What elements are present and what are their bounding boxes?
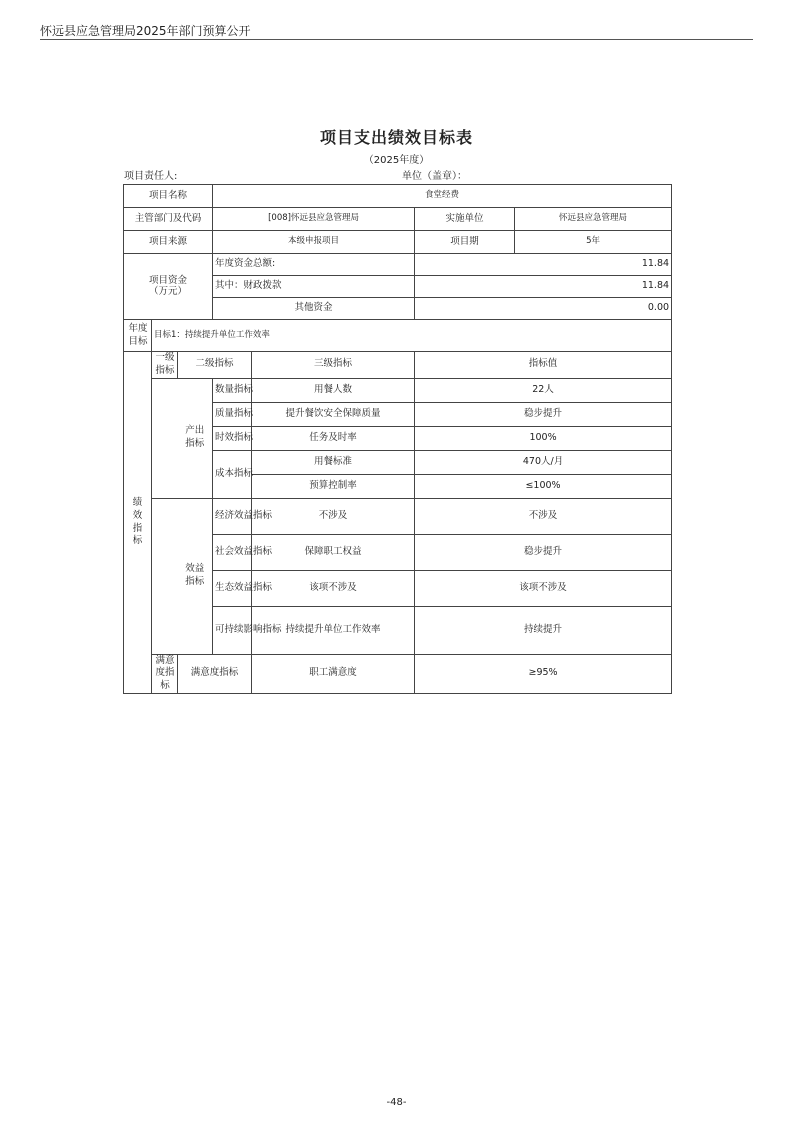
impl-label: 实施单位	[415, 208, 515, 231]
project-name-label: 项目名称	[124, 185, 213, 208]
header-title: 怀远县应急管理局2025年部门预算公开	[40, 24, 251, 38]
perf-indicators-label: 绩效指标	[124, 352, 152, 694]
goal-label: 年度目标	[124, 320, 152, 352]
period-value: 5年	[515, 231, 672, 254]
fund-label	[124, 254, 213, 320]
responsible-label: 项目责任人:	[124, 171, 178, 182]
value-cell: 稳步提升	[415, 534, 672, 570]
l2-cell: 社会效益指标	[213, 534, 252, 570]
l2-cell: 时效指标	[213, 426, 252, 450]
l2-cell: 经济效益指标	[213, 498, 252, 534]
dept-value: [008]怀远县应急管理局	[213, 208, 415, 231]
l3-cell: 持续提升单位工作效率	[252, 606, 415, 654]
performance-table	[123, 184, 672, 694]
l2-cell: 数量指标	[213, 378, 252, 402]
l2-cell: 质量指标	[213, 402, 252, 426]
fund-label-1: 项目资金	[149, 274, 188, 286]
project-name-value: 食堂经费	[213, 185, 672, 208]
row-dept	[124, 208, 672, 231]
row-source	[124, 231, 672, 254]
page-number: -48-	[386, 1097, 407, 1108]
source-label: 项目来源	[124, 231, 213, 254]
l3-cell: 保障职工权益	[252, 534, 415, 570]
effect-label: 效益指标	[178, 498, 213, 654]
doc-year: （2025年度）	[363, 155, 430, 166]
l3-cell: 该项不涉及	[252, 570, 415, 606]
l2-cell: 生态效益指标	[213, 570, 252, 606]
l3-cell: 预算控制率	[252, 474, 415, 498]
fiscal-value: 11.84	[415, 276, 672, 298]
table-row	[124, 498, 672, 534]
value-cell: 不涉及	[415, 498, 672, 534]
row-fund-total	[124, 254, 672, 276]
value-cell: 100%	[415, 426, 672, 450]
header-divider	[40, 39, 753, 40]
unit-label: 单位（盖章）：	[402, 171, 467, 182]
value-cell: ≤100%	[415, 474, 672, 498]
l2-cell: 可持续影响指标	[213, 606, 252, 654]
row-goal	[124, 320, 672, 352]
table-row	[124, 378, 672, 402]
impl-value: 怀远县应急管理局	[515, 208, 672, 231]
other-label: 其他资金	[213, 298, 415, 320]
dept-label: 主管部门及代码	[124, 208, 213, 231]
value-cell: ≥95%	[415, 654, 672, 693]
header-l2: 二级指标	[178, 352, 252, 379]
l3-cell: 用餐标准	[252, 450, 415, 474]
value-cell: 22人	[415, 378, 672, 402]
value-cell: 该项不涉及	[415, 570, 672, 606]
header-value: 指标值	[415, 352, 672, 379]
value-cell: 持续提升	[415, 606, 672, 654]
goal-text: 目标1：持续提升单位工作效率	[152, 320, 672, 352]
other-value: 0.00	[415, 298, 672, 320]
value-cell: 470人/月	[415, 450, 672, 474]
header-l1: 一级指标	[152, 352, 178, 379]
l2-cell: 满意度指标	[178, 654, 252, 693]
total-label: 年度资金总额:	[213, 254, 415, 276]
table-row	[124, 654, 672, 693]
source-value: 本级申报项目	[213, 231, 415, 254]
l3-cell: 不涉及	[252, 498, 415, 534]
total-value: 11.84	[415, 254, 672, 276]
l3-cell: 提升餐饮安全保障质量	[252, 402, 415, 426]
l3-cell: 用餐人数	[252, 378, 415, 402]
fund-label-2: （万元）	[149, 285, 188, 297]
fiscal-label: 其中：财政拨款	[213, 276, 415, 298]
row-project-name	[124, 185, 672, 208]
doc-title: 项目支出绩效目标表	[319, 128, 473, 147]
row-indicator-header	[124, 352, 672, 379]
period-label: 项目期	[415, 231, 515, 254]
output-label: 产出指标	[178, 378, 213, 498]
value-cell: 稳步提升	[415, 402, 672, 426]
l2-cell: 成本指标	[213, 450, 252, 498]
l3-cell: 职工满意度	[252, 654, 415, 693]
satisfaction-label: 满意度指标	[152, 654, 178, 693]
header-l3: 三级指标	[252, 352, 415, 379]
l3-cell: 任务及时率	[252, 426, 415, 450]
